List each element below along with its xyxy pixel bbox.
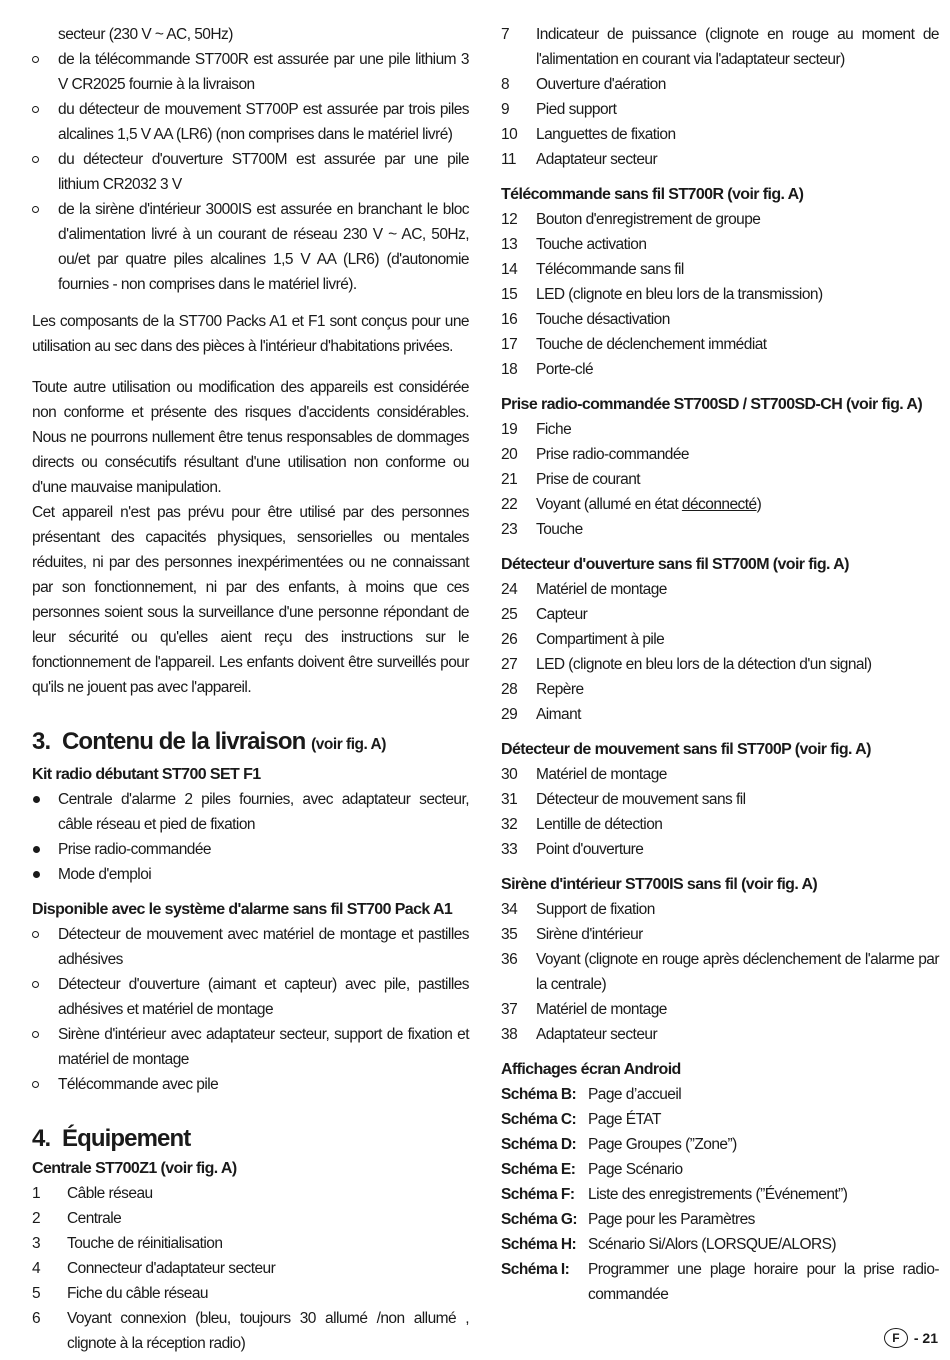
item-number: 30 <box>501 766 518 783</box>
kit-heading: Kit radio débutant ST700 SET F1 <box>32 766 261 783</box>
item-number: 27 <box>501 656 518 673</box>
item-label: Touche désactivation <box>536 311 670 328</box>
list-item <box>501 812 939 837</box>
item-number: 34 <box>501 901 518 918</box>
item-number: 35 <box>501 926 518 943</box>
schema-label: Scénario Si/Alors (LORSQUE/ALORS) <box>588 1236 837 1253</box>
left-column <box>32 22 469 1356</box>
section-3-heading <box>32 726 469 761</box>
right-column <box>501 22 939 1307</box>
schema-key: Schéma G: <box>501 1211 578 1228</box>
section-number: 3. <box>32 728 51 755</box>
list-item <box>501 702 939 727</box>
item-number: 15 <box>501 286 518 303</box>
list-item: Prise radio-commandée <box>32 837 469 862</box>
list-item: Détecteur d'ouverture (aimant et capteur) avec pile, pastilles adhésives et matériel de montage <box>32 972 469 1022</box>
centrale-list <box>32 1181 469 1356</box>
item-label: Porte-clé <box>536 361 594 378</box>
list-item <box>32 1256 469 1281</box>
list-item <box>501 147 939 172</box>
door-sensor-heading: Détecteur d'ouverture sans fil ST700M (voir fig. A) <box>501 556 849 573</box>
section-number: 4. <box>32 1125 51 1152</box>
continued-line: secteur (230 V ~ AC, 50Hz) <box>58 26 233 43</box>
socket-list <box>501 417 939 542</box>
list-item <box>501 627 939 652</box>
item-label: Connecteur d'adaptateur secteur <box>67 1260 276 1277</box>
list-item <box>501 417 939 442</box>
item-label: Touche de réinitialisation <box>67 1235 223 1252</box>
list-item: Détecteur de mouvement avec matériel de montage et pastilles adhésives <box>32 922 469 972</box>
item-number: 33 <box>501 841 518 858</box>
item-number: 5 <box>32 1285 41 1302</box>
section-subtitle: (voir fig. A) <box>311 736 386 753</box>
section-4-heading <box>32 1123 469 1155</box>
centrale-heading: Centrale ST700Z1 (voir fig. A) <box>32 1160 237 1177</box>
list-item <box>501 22 939 72</box>
item-label: Lentille de détection <box>536 816 663 833</box>
item-label: Pied support <box>536 101 617 118</box>
schema-list <box>501 1082 939 1307</box>
item-number: 7 <box>501 26 510 43</box>
item-label: Matériel de montage <box>536 1001 667 1018</box>
item-label: Indicateur de puissance (clignote en rouge au moment de l'alimentation en courant via l'adaptateur secteur) <box>536 26 939 68</box>
item-label: Adaptateur secteur <box>536 1026 658 1043</box>
item-label: Matériel de montage <box>536 581 667 598</box>
item-number: 18 <box>501 361 518 378</box>
list-item: du détecteur de mouvement ST700P est assurée par trois piles alcalines 1,5 V AA (LR6) (non comprises dans le matériel livré) <box>32 97 469 147</box>
language-badge: F <box>884 1328 908 1348</box>
section-title: Contenu de la livraison <box>62 728 306 755</box>
motion-sensor-heading: Détecteur de mouvement sans fil ST700P (voir fig. A) <box>501 741 871 758</box>
item-label: Point d'ouverture <box>536 841 644 858</box>
schema-key: Schéma D: <box>501 1136 577 1153</box>
list-item <box>501 1022 939 1047</box>
item-label: Détecteur de mouvement sans fil <box>536 791 746 808</box>
list-item <box>501 492 939 517</box>
list-item: de la télécommande ST700R est assurée par une pile lithium 3 V CR2025 fournie à la livraison <box>32 47 469 97</box>
item-label: Voyant (clignote en rouge après déclenchement de l'alarme par la centrale) <box>536 951 939 993</box>
item-number: 8 <box>501 76 510 93</box>
list-item <box>32 1181 469 1206</box>
item-number: 2 <box>32 1210 41 1227</box>
item-label: Télécommande sans fil <box>536 261 684 278</box>
schema-label: Page Scénario <box>588 1161 683 1178</box>
kit-list <box>32 787 469 887</box>
list-item: Mode d'emploi <box>32 862 469 887</box>
centrale-list-continued <box>501 22 939 172</box>
schema-item <box>501 1257 939 1307</box>
item-number: 25 <box>501 606 518 623</box>
schema-item <box>501 1157 939 1182</box>
item-number: 31 <box>501 791 518 808</box>
item-label: Prise radio-commandée <box>536 446 689 463</box>
item-number: 19 <box>501 421 518 438</box>
list-item <box>501 897 939 922</box>
item-label: Adaptateur secteur <box>536 151 658 168</box>
list-item <box>501 577 939 602</box>
schema-item <box>501 1082 939 1107</box>
item-label: Languettes de fixation <box>536 126 676 143</box>
item-label: Fiche <box>536 421 572 438</box>
siren-heading: Sirène d'intérieur ST700IS sans fil (voir fig. A) <box>501 876 818 893</box>
list-item <box>32 1206 469 1231</box>
item-number: 37 <box>501 1001 518 1018</box>
schema-key: Schéma H: <box>501 1236 577 1253</box>
underlined-word: déconnecté <box>681 496 757 513</box>
item-number: 3 <box>32 1235 41 1252</box>
item-label: Bouton d'enregistrement de groupe <box>536 211 761 228</box>
item-number: 20 <box>501 446 518 463</box>
item-number: 24 <box>501 581 518 598</box>
item-number: 22 <box>501 496 518 513</box>
remote-list <box>501 207 939 382</box>
item-label: Aimant <box>536 706 581 723</box>
list-item <box>501 72 939 97</box>
schema-key: Schéma F: <box>501 1186 575 1203</box>
item-label: Centrale <box>67 1210 122 1227</box>
item-number: 11 <box>501 151 516 168</box>
schema-key: Schéma B: <box>501 1086 577 1103</box>
item-number: 38 <box>501 1026 518 1043</box>
list-item <box>501 97 939 122</box>
schema-item <box>501 1207 939 1232</box>
list-item: du détecteur d'ouverture ST700M est assurée par une pile lithium CR2032 3 V <box>32 147 469 197</box>
door-sensor-list <box>501 577 939 727</box>
schema-key: Schéma C: <box>501 1111 577 1128</box>
motion-sensor-list <box>501 762 939 862</box>
list-item <box>32 1231 469 1256</box>
schema-label: Programmer une plage horaire pour la prise radio-commandée <box>588 1261 939 1303</box>
item-label: Prise de courant <box>536 471 641 488</box>
power-supply-list <box>32 47 469 297</box>
list-item <box>501 257 939 282</box>
list-item: Sirène d'intérieur avec adaptateur secteur, support de fixation et matériel de montage <box>32 1022 469 1072</box>
schema-label: Page d’accueil <box>588 1086 682 1103</box>
list-item <box>501 602 939 627</box>
available-list <box>32 922 469 1097</box>
item-number: 23 <box>501 521 518 538</box>
item-number: 21 <box>501 471 518 488</box>
item-label: Ouverture d'aération <box>536 76 666 93</box>
list-item <box>501 517 939 542</box>
safety-paragraph: Cet appareil n'est pas prévu pour être utilisé par des personnes présentant des capacités physiques, sensorielles ou mentales réduites, ni par des personnes inexpérimentées ou ne connaissant par son fonctionnement, ni par des enfants, à moins que ces personnes soient sous la surveillance d'une personne répondant de leur sécurité ou qu'elles aient reçu des instructions sur le fonctionnement de l'appareil. Les enfants doivent être surveillés pour qu'ils ne jouent pas avec l'appareil. <box>32 504 469 696</box>
list-item <box>32 1281 469 1306</box>
schema-item <box>501 1107 939 1132</box>
list-item: Télécommande avec pile <box>32 1072 469 1097</box>
list-item <box>501 332 939 357</box>
item-label: Touche activation <box>536 236 647 253</box>
item-number: 4 <box>32 1260 41 1277</box>
remote-heading: Télécommande sans fil ST700R (voir fig. A) <box>501 186 804 203</box>
list-item <box>501 207 939 232</box>
siren-list <box>501 897 939 1047</box>
list-item <box>32 1306 469 1356</box>
item-label: Capteur <box>536 606 588 623</box>
schema-label: Liste des enregistrements (”Événement”) <box>588 1186 848 1203</box>
item-label <box>536 492 939 517</box>
list-item <box>501 282 939 307</box>
item-label-start: Voyant (allumé en état <box>536 496 682 513</box>
schema-label: Page pour les Paramètres <box>588 1211 755 1228</box>
list-item <box>501 442 939 467</box>
item-number: 6 <box>32 1310 41 1327</box>
list-item: de la sirène d'intérieur 3000IS est assurée en branchant le bloc d'alimentation livré à un courant de réseau 230 V ~ AC, 50Hz, ou/et par quatre piles alcalines 1,5 V AA (LR6) (d'autonomie fournies - non comprises dans le matériel livré). <box>32 197 469 297</box>
item-label: Fiche du câble réseau <box>67 1285 208 1302</box>
page-number <box>884 1328 938 1348</box>
section-title: Équipement <box>62 1125 191 1152</box>
item-number: 36 <box>501 951 518 968</box>
page-number-text: - 21 <box>913 1330 938 1346</box>
item-label: Support de fixation <box>536 901 655 918</box>
list-item <box>501 307 939 332</box>
schema-key: Schéma I: <box>501 1261 570 1278</box>
schema-label: Page ÉTAT <box>588 1111 661 1128</box>
item-number: 16 <box>501 311 518 328</box>
item-label: Touche <box>536 521 583 538</box>
item-label: Compartiment à pile <box>536 631 665 648</box>
available-heading: Disponible avec le système d'alarme sans fil ST700 Pack A1 <box>32 901 453 918</box>
list-item <box>501 122 939 147</box>
item-label: Sirène d'intérieur <box>536 926 643 943</box>
item-number: 17 <box>501 336 518 353</box>
item-label: Matériel de montage <box>536 766 667 783</box>
schema-item <box>501 1182 939 1207</box>
item-label: Câble réseau <box>67 1185 153 1202</box>
list-item <box>501 467 939 492</box>
schema-item <box>501 1232 939 1257</box>
list-item <box>501 652 939 677</box>
item-label: Touche de déclenchement immédiat <box>536 336 767 353</box>
schema-label: Page Groupes (”Zone”) <box>588 1136 737 1153</box>
item-label-end: ) <box>756 496 762 513</box>
item-number: 10 <box>501 126 518 143</box>
list-item <box>501 762 939 787</box>
item-label: Repère <box>536 681 584 698</box>
item-number: 28 <box>501 681 518 698</box>
item-number: 13 <box>501 236 518 253</box>
list-item <box>501 947 939 997</box>
item-number: 12 <box>501 211 518 228</box>
android-heading: Affichages écran Android <box>501 1061 681 1078</box>
liability-paragraph: Toute autre utilisation ou modification des appareils est considérée non conforme et présente des risques d'accidents considérables. Nous ne pourrons nullement être tenus responsables de dommages directs ou consécutifs résultant d'une utilisation non conforme ou d'une mauvaise manipulation. <box>32 379 469 496</box>
list-item <box>501 922 939 947</box>
list-item <box>501 997 939 1022</box>
list-item <box>501 677 939 702</box>
item-number: 29 <box>501 706 518 723</box>
item-number: 26 <box>501 631 518 648</box>
socket-heading: Prise radio-commandée ST700SD / ST700SD-CH (voir fig. A) <box>501 396 923 413</box>
list-item: Centrale d'alarme 2 piles fournies, avec adaptateur secteur, câble réseau et pied de fixation <box>32 787 469 837</box>
item-label: LED (clignote en bleu lors de la transmission) <box>536 286 823 303</box>
item-label: LED (clignote en bleu lors de la détection d'un signal) <box>536 656 872 673</box>
schema-key: Schéma E: <box>501 1161 576 1178</box>
item-number: 14 <box>501 261 518 278</box>
schema-item <box>501 1132 939 1157</box>
usage-paragraph: Les composants de la ST700 Packs A1 et F1 sont conçus pour une utilisation au sec dans des pièces à l'intérieur d'habitations privées. <box>32 313 469 355</box>
list-item <box>501 837 939 862</box>
list-item <box>501 787 939 812</box>
item-number: 9 <box>501 101 510 118</box>
item-number: 1 <box>32 1185 41 1202</box>
list-item <box>501 357 939 382</box>
item-number: 32 <box>501 816 518 833</box>
item-label: Voyant connexion (bleu, toujours 30 allumé /non allumé , clignote à la réception radio) <box>67 1310 469 1352</box>
list-item <box>501 232 939 257</box>
